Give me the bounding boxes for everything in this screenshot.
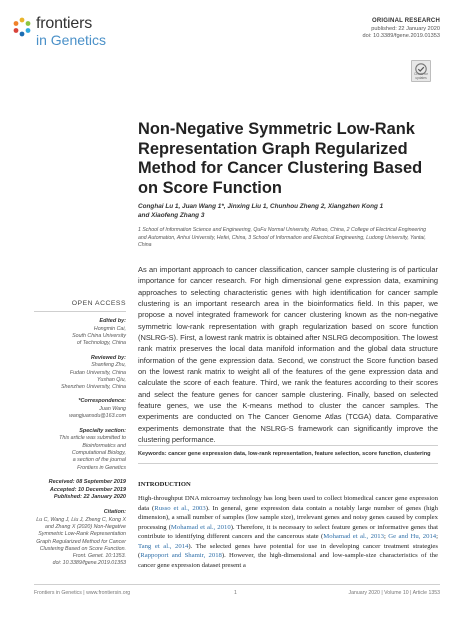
citation-link[interactable]: Mohamad et al., 2013 (323, 533, 384, 541)
received-date: Received: 08 September 2019 (48, 478, 126, 485)
specialty-section (34, 428, 126, 472)
citation-link[interactable]: Ge and Hu, 2014 (388, 533, 437, 541)
reviewer-line: Yushan Qiu, (97, 376, 126, 383)
article-title: Non-Negative Symmetric Low-Rank Representation Graph Regularized Method for Cancer Clustering Based on Score Function (138, 120, 423, 198)
intro-text-4: ; (383, 533, 389, 541)
specialty-line: This article was submitted to (59, 435, 126, 442)
footer-volume-info: January 2020 | Volume 10 | Article 1353 (348, 590, 440, 596)
published-date: published: 22 January 2020 (371, 25, 440, 32)
specialty-line: Bioinformatics and (82, 442, 126, 449)
page-number: 1 (234, 590, 237, 596)
article-meta (363, 18, 440, 40)
intro-text-3: ). Therefore, it is necessary to select feature genes or informative genes that contribute to identifying different cancers and the cancerous state ( (138, 523, 438, 541)
keywords-text: cancer gene expression data, low-rank representation, feature selection, score function, clustering (168, 451, 431, 457)
citation-link[interactable]: Russo et al., 2003 (154, 504, 206, 512)
specialty-label: Specialty section: (79, 427, 126, 434)
editor-line: Hongmin Cai, (93, 325, 126, 332)
intro-text-7: ). However, the high-dimensional and low-sample-size characteristics of the cancer gene expression dataset present a (138, 552, 438, 569)
intro-text-1: High-throughput DNA microarray technology has long been used to collect biomedical cancer gene expression data ( (138, 495, 438, 512)
accepted-date: Accepted: 10 December 2019 (49, 486, 126, 493)
citation-line: Front. Genet. 10:1353. (72, 553, 126, 560)
correspondent-name: Juan Wang (99, 406, 126, 413)
intro-text-6: ). The selected genes have potential for use in developing cancer treatment strategies ( (138, 542, 438, 560)
editor-line: South China University (72, 332, 126, 339)
correspondence-section (34, 398, 126, 420)
edited-by-section (34, 318, 126, 348)
intro-text-5: ; (436, 533, 438, 541)
frontiers-logo-icon (12, 17, 32, 37)
footer-journal[interactable]: Frontiers in Genetics | www.frontiersin.org (34, 590, 131, 596)
check-for-updates-badge[interactable] (411, 60, 431, 82)
citation-link[interactable]: Tang et al., 2014 (138, 542, 189, 550)
specialty-line: a section of the journal (72, 457, 126, 464)
specialty-line: Frontiers in Genetics (77, 464, 126, 471)
introduction-heading: INTRODUCTION (138, 481, 191, 488)
specialty-line: Computational Biology, (71, 450, 126, 457)
article-sidebar (34, 300, 126, 575)
citation-section (34, 509, 126, 568)
citation-line: and Zhang X (2020) Non-Negative (45, 523, 126, 530)
authors-line-1: Conghai Lu 1, Juan Wang 1*, Jinxing Liu 1, Chunhou Zheng 2, Xiangzhen Kong 1 (138, 203, 384, 210)
correspondent-email[interactable]: wangjuansdu@163.com (69, 413, 126, 420)
published-date-sidebar: Published: 22 January 2020 (53, 494, 126, 501)
reviewer-line: Fudan University, China (69, 369, 126, 376)
citation-label: Citation: (103, 508, 126, 515)
citation-line: doi: 10.3389/fgene.2019.01353 (52, 560, 126, 567)
logo-brand-text: frontiers (36, 15, 92, 32)
edited-by-label: Edited by: (99, 318, 126, 324)
affiliation-line-3: China (138, 242, 152, 249)
authors-line-2: and Xiaofeng Zhang 3 (138, 212, 205, 220)
article-type: ORIGINAL RESEARCH (372, 18, 440, 24)
introduction-text (138, 494, 438, 570)
correspondence-label: *Correspondence: (78, 398, 126, 405)
keywords-divider-bottom (138, 463, 438, 464)
citation-line: Lu C, Wang J, Liu J, Zheng C, Kong X (36, 516, 126, 523)
keywords-divider-top (138, 445, 438, 446)
check-updates-label: Check for updates (414, 72, 428, 80)
affiliations (138, 227, 438, 250)
citation-link[interactable]: Rappoport and Shamir, 2018 (140, 552, 222, 560)
journal-logo[interactable] (12, 16, 106, 47)
open-access-label: OPEN ACCESS (71, 300, 126, 307)
footer-divider (34, 584, 440, 585)
keywords (138, 451, 438, 459)
intro-text-2: ). In general, gene expression data contain a notably large number of genes (high dimension), a small number of samples (low sample size), irrelevant genes and noisy genes caused by complex processing ( (138, 504, 438, 531)
citation-line: Clustering Based on Score Function. (39, 545, 126, 552)
reviewer-line: Shenzhen University, China (61, 384, 126, 391)
reviewer-line: Shanfeng Zhu, (91, 362, 126, 369)
editor-line: of Technology, China (76, 340, 126, 347)
dates-section (34, 479, 126, 502)
citation-line: Symmetric Low-Rank Representation (38, 531, 126, 538)
abstract-text: As an important approach to cancer classification, cancer sample clustering is of particular importance for cancer research. For high dimensional gene expression data, examining approaches to selecting characteristic genes with high identification for cancer sample clustering is an important research area in the bioinformatics field. In this paper, we propose a novel integrated framework for cancer clustering known as the non-negative symmetric low-rank representation with graph regularization based on score function (NSLRG-S). First, a lowest rank matrix is obtained after NSLRG decomposition. The lowest rank matrix preserves the local data manifold information and the global data structure information of the gene expression data. Second, we construct the Score function based on the lowest rank matrix to weight all of the features of the gene expression data and calculate the score of each feature. Third, we rank the features according to their scores and select the feature genes for cancer sample clustering. Finally, based on selected feature genes, we use the K-means method to cluster the cancer samples. The experiments are conducted on The Cancer Genome Atlas (TCGA) data. Comparative experiments demonstrate that the NSLRG-S framework can significantly improve the clustering performance. (138, 265, 438, 444)
logo-journal-text: in Genetics (36, 32, 107, 48)
citation-line: Graph Regularized Method for Cancer (36, 538, 126, 545)
doi-link[interactable]: doi: 10.3389/fgene.2019.01353 (362, 33, 440, 40)
citation-link[interactable]: Mohamad et al., 2010 (170, 523, 231, 531)
keywords-label: Keywords: (138, 451, 167, 457)
reviewed-by-label: Reviewed by: (90, 354, 126, 361)
sidebar-divider (34, 311, 126, 312)
affiliation-line-2: and Automation, Anhui University, Hefei, China, 3 School of Information and Electrical Engineering, Ludong University, Yantai, (138, 234, 426, 241)
affiliation-line-1: 1 School of Information Science and Engineering, QuFu Normal University, Rizhao, China, 2 College of Electrical Engineering (138, 227, 426, 233)
reviewed-by-section (34, 355, 126, 392)
author-list (138, 202, 438, 221)
